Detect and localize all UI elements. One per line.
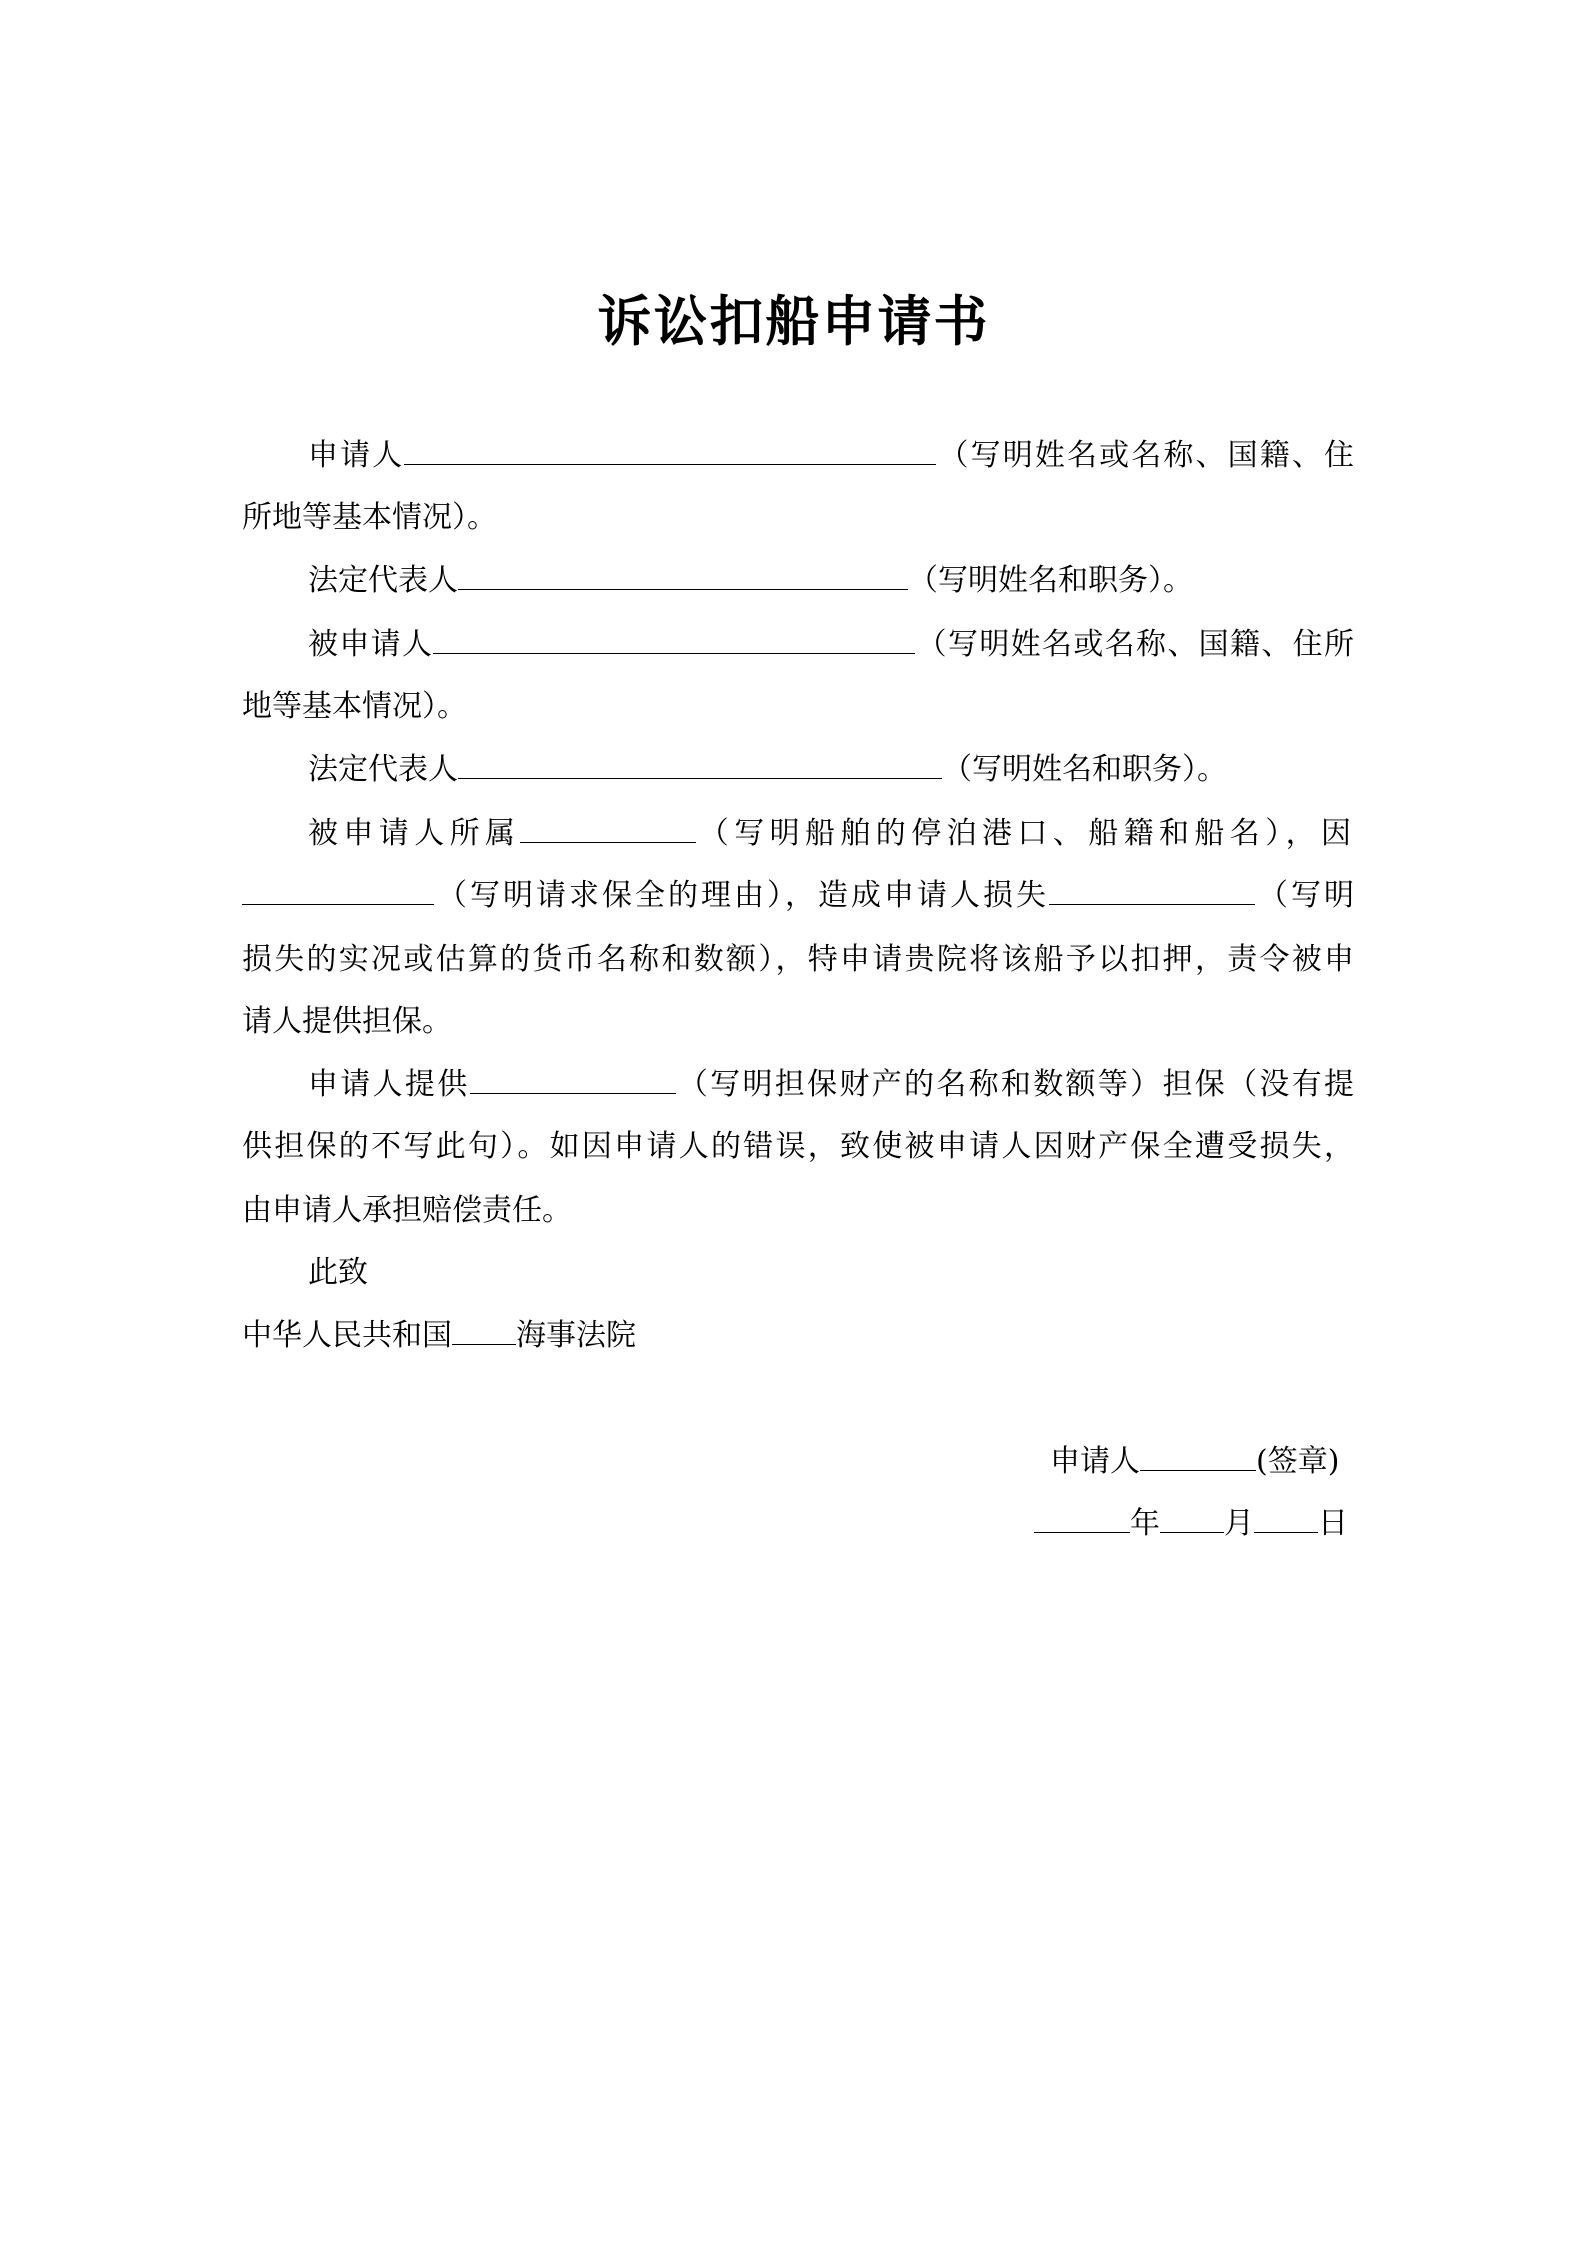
vessel-line-2 bbox=[242, 874, 1354, 918]
respondent-rep-blank[interactable] bbox=[458, 748, 942, 779]
date-line bbox=[1034, 1502, 1348, 1546]
security-line-2: 供担保的不写此句）。如因申请人的错误，致使被申请人因财产保全遭受损失， bbox=[242, 1129, 1354, 1164]
applicant-rep-blank[interactable] bbox=[458, 559, 908, 590]
respondent-hint-cont: 地等基本情况）。 bbox=[242, 689, 467, 724]
year-label: 年 bbox=[1130, 1506, 1160, 1541]
signature-blank[interactable] bbox=[1140, 1440, 1256, 1471]
security-line-1 bbox=[242, 1063, 1354, 1107]
vessel-hint: （写明船舶的停泊港口、船籍和船名），因 bbox=[696, 816, 1355, 851]
loss-blank[interactable] bbox=[1049, 874, 1255, 905]
respondent-rep-label: 法定代表人 bbox=[308, 752, 458, 787]
applicant-line bbox=[242, 434, 1354, 478]
security-line-3: 由申请人承担赔偿责任。 bbox=[242, 1193, 572, 1228]
security-label: 申请人提供 bbox=[308, 1067, 470, 1102]
applicant-label: 申请人 bbox=[308, 438, 405, 473]
applicant-hint-cont: 所地等基本情况）。 bbox=[242, 500, 497, 535]
seal-label: (签章) bbox=[1256, 1444, 1340, 1479]
signature-line bbox=[1050, 1440, 1339, 1484]
signature-label: 申请人 bbox=[1050, 1444, 1140, 1479]
day-blank[interactable] bbox=[1254, 1502, 1318, 1533]
vessel-line-1 bbox=[242, 812, 1354, 856]
applicant-hint: （写明姓名或名称、国籍、住 bbox=[936, 438, 1354, 473]
vessel-blank[interactable] bbox=[520, 812, 696, 843]
vessel-line-4: 请人提供担保。 bbox=[242, 1004, 452, 1039]
applicant-rep-line bbox=[242, 559, 1354, 603]
reason-blank[interactable] bbox=[242, 874, 434, 905]
year-blank[interactable] bbox=[1034, 1502, 1130, 1533]
court-blank[interactable] bbox=[452, 1314, 516, 1345]
court-line bbox=[242, 1314, 1354, 1358]
respondent-rep-line bbox=[242, 748, 1354, 792]
security-blank[interactable] bbox=[470, 1063, 676, 1094]
day-label: 日 bbox=[1318, 1506, 1348, 1541]
month-label: 月 bbox=[1224, 1506, 1254, 1541]
respondent-line bbox=[242, 623, 1354, 667]
applicant-rep-hint: （写明姓名和职务）。 bbox=[908, 563, 1193, 598]
reason-hint: （写明请求保全的理由），造成申请人损失 bbox=[434, 878, 1049, 913]
applicant-blank[interactable] bbox=[404, 434, 936, 465]
respondent-blank[interactable] bbox=[433, 623, 915, 654]
vessel-line-3: 损失的实况或估算的货币名称和数额），特申请贵院将该船予以扣押，责令被申 bbox=[242, 942, 1354, 977]
court-prefix: 中华人民共和国 bbox=[242, 1318, 452, 1353]
month-blank[interactable] bbox=[1160, 1502, 1224, 1533]
vessel-label: 被申请人所属 bbox=[308, 816, 521, 851]
court-suffix: 海事法院 bbox=[516, 1318, 636, 1353]
security-hint: （写明担保财产的名称和数额等）担保（没有提 bbox=[675, 1067, 1355, 1102]
document-title: 诉讼扣船申请书 bbox=[597, 289, 990, 353]
respondent-label: 被申请人 bbox=[308, 627, 434, 662]
applicant-rep-label: 法定代表人 bbox=[308, 563, 458, 598]
closing-salutation: 此致 bbox=[308, 1255, 368, 1290]
respondent-rep-hint: （写明姓名和职务）。 bbox=[942, 752, 1227, 787]
respondent-hint: （写明姓名或名称、国籍、住所 bbox=[915, 627, 1355, 662]
loss-hint-start: （写明 bbox=[1255, 878, 1354, 913]
